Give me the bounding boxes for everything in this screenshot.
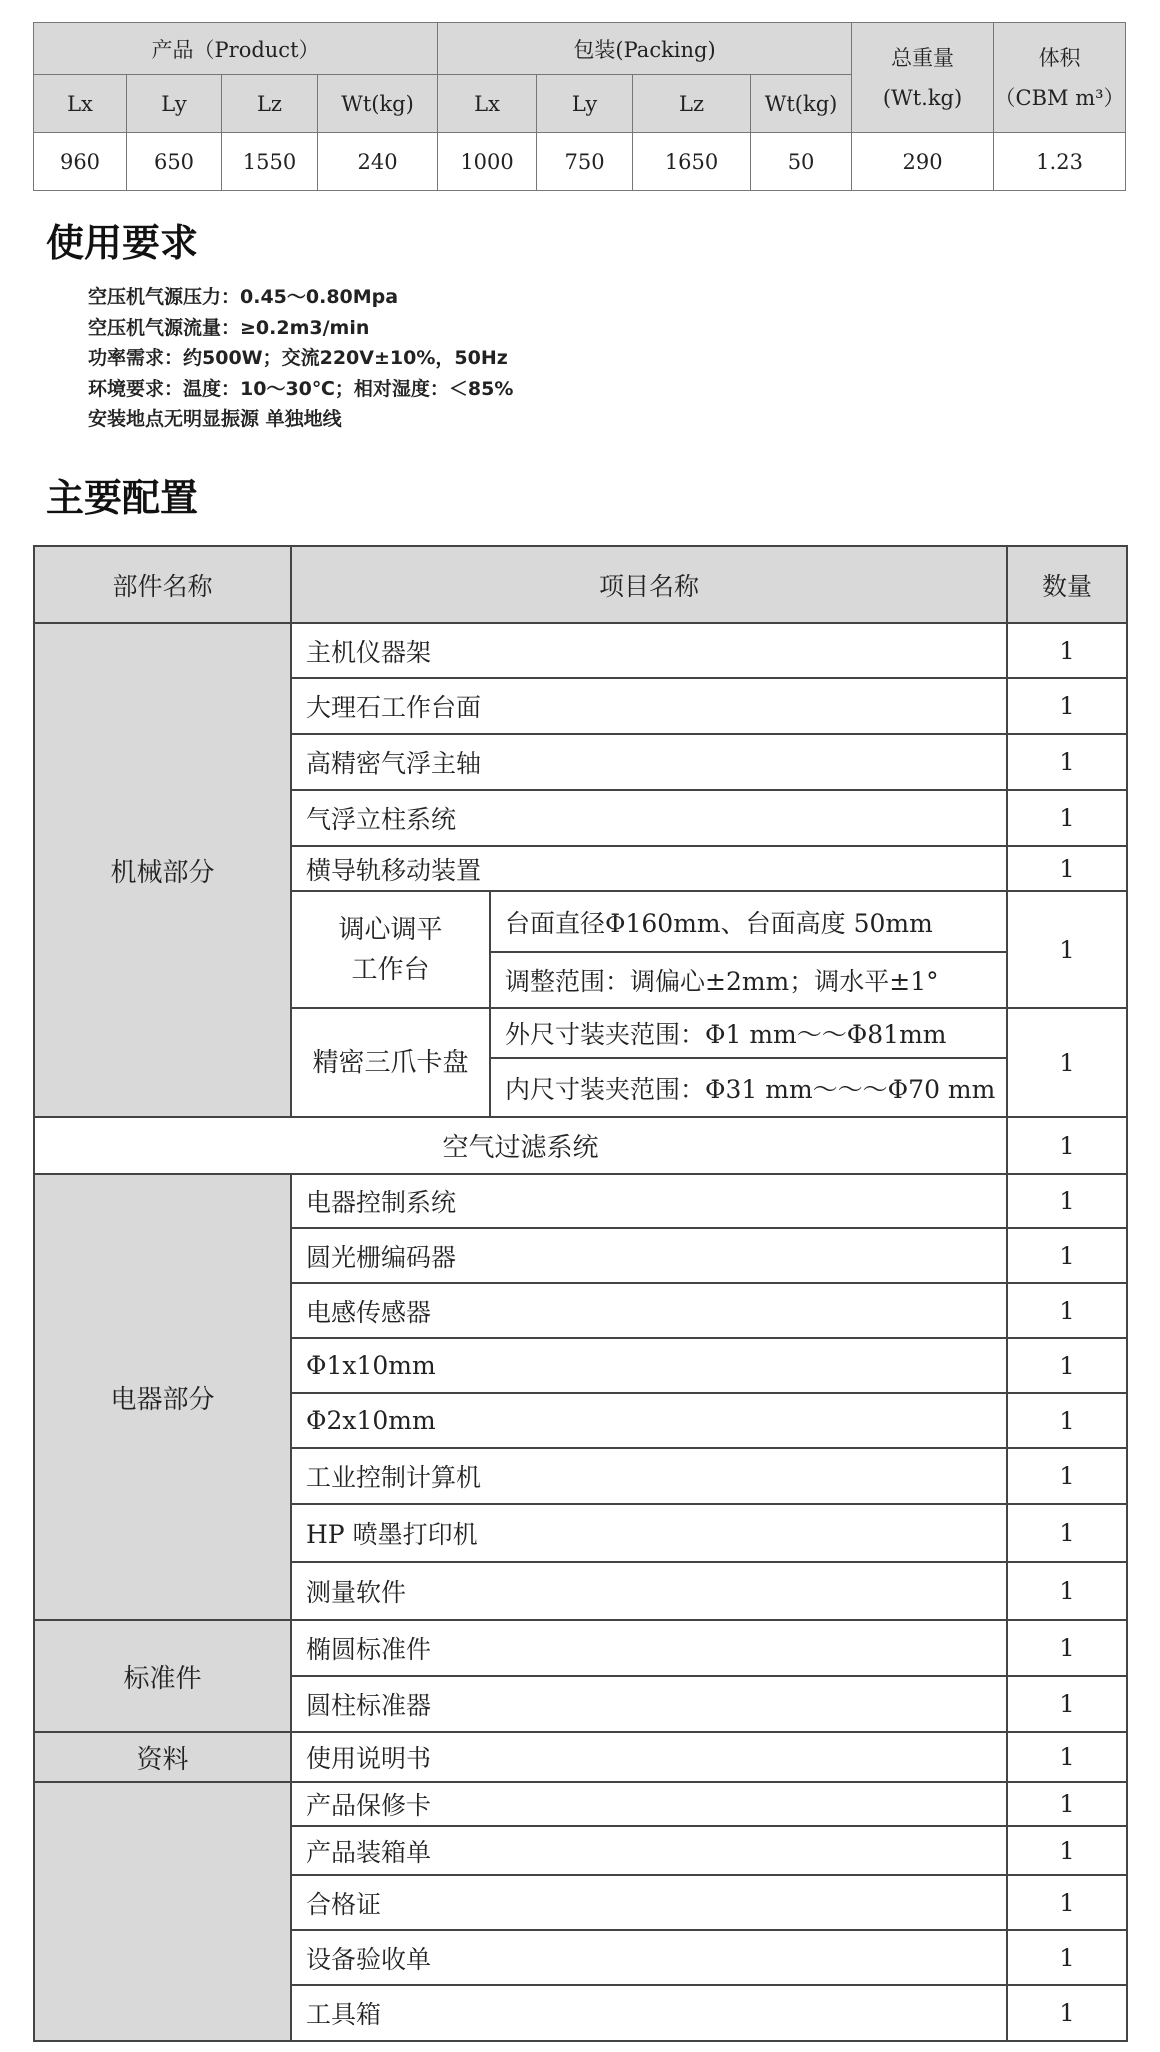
leveling-table-spec-2: 调整范围：调偏心±2mm；调水平±1° (490, 952, 1007, 1008)
category-standards: 标准件 (34, 1620, 291, 1732)
packing-wt-value: 50 (751, 133, 852, 191)
table-row: 设备验收单 (291, 1930, 1007, 1985)
product-header: 产品（Product） (34, 23, 438, 75)
requirements-list (88, 282, 513, 435)
quantity-cell: 1 (1007, 623, 1127, 678)
category-misc (34, 1782, 291, 2041)
quantity-cell: 1 (1007, 1338, 1127, 1393)
config-table (33, 545, 1128, 2042)
requirement-installation: 安装地点无明显振源 单独地线 (88, 408, 342, 430)
gross-weight-unit: (Wt.kg) (882, 85, 963, 110)
leveling-table-spec-1: 台面直径Φ160mm、台面高度 50mm (490, 891, 1007, 952)
quantity-cell: 1 (1007, 1393, 1127, 1448)
table-row: 产品保修卡 (291, 1782, 1007, 1826)
table-row: 圆柱标准器 (291, 1676, 1007, 1732)
product-wt-value: 240 (318, 133, 438, 191)
table-row: 合格证 (291, 1875, 1007, 1930)
quantity-cell: 1 (1007, 1562, 1127, 1620)
product-lz-header: Lz (222, 75, 318, 133)
volume-value: 1.23 (994, 133, 1126, 191)
packing-lz-header: Lz (633, 75, 751, 133)
table-row: 横导轨移动装置 (291, 846, 1007, 891)
quantity-cell: 1 (1007, 734, 1127, 790)
volume-label: 体积 (1038, 45, 1081, 70)
quantity-cell: 1 (1007, 1826, 1127, 1875)
product-ly-value: 650 (127, 133, 222, 191)
quantity-cell: 1 (1007, 1283, 1127, 1338)
category-mechanical: 机械部分 (34, 623, 291, 1117)
packing-ly-header: Ly (537, 75, 633, 133)
quantity-cell: 1 (1007, 1676, 1127, 1732)
product-lx-header: Lx (34, 75, 127, 133)
table-row: 测量软件 (291, 1562, 1007, 1620)
quantity-cell: 1 (1007, 1875, 1127, 1930)
table-row: 工具箱 (291, 1985, 1007, 2041)
header-part-name: 部件名称 (34, 546, 291, 623)
table-row: 圆光栅编码器 (291, 1228, 1007, 1283)
table-row: 椭圆标准件 (291, 1620, 1007, 1676)
quantity-cell: 1 (1007, 1228, 1127, 1283)
gross-weight-value: 290 (852, 133, 994, 191)
gross-weight-label: 总重量 (891, 45, 955, 70)
table-row: Φ1x10mm (291, 1338, 1007, 1393)
quantity-cell: 1 (1007, 1117, 1127, 1174)
category-electrical: 电器部分 (34, 1174, 291, 1620)
requirements-title: 使用要求 (46, 221, 199, 265)
packing-lz-value: 1650 (633, 133, 751, 191)
packing-header: 包装(Packing) (438, 23, 852, 75)
volume-header (994, 23, 1126, 133)
table-row: Φ2x10mm (291, 1393, 1007, 1448)
quantity-cell: 1 (1007, 1008, 1127, 1117)
quantity-cell: 1 (1007, 1174, 1127, 1228)
leveling-table-name-line2: 工作台 (351, 954, 430, 985)
table-row: 电感传感器 (291, 1283, 1007, 1338)
table-row: 气浮立柱系统 (291, 790, 1007, 846)
table-row: 高精密气浮主轴 (291, 734, 1007, 790)
requirement-air-flow: 空压机气源流量：≥0.2m3/min (88, 316, 370, 339)
packing-spec-table (33, 22, 1126, 191)
quantity-cell: 1 (1007, 1930, 1127, 1985)
leveling-table-name (291, 891, 490, 1008)
packing-ly-value: 750 (537, 133, 633, 191)
product-wt-header: Wt(kg) (318, 75, 438, 133)
gross-weight-header (852, 23, 994, 133)
quantity-cell: 1 (1007, 1620, 1127, 1676)
header-quantity: 数量 (1007, 546, 1127, 623)
packing-lx-header: Lx (438, 75, 537, 133)
requirement-air-pressure: 空压机气源压力：0.45～0.80Mpa (88, 286, 399, 308)
quantity-cell: 1 (1007, 1782, 1127, 1826)
product-lz-value: 1550 (222, 133, 318, 191)
category-documents: 资料 (34, 1732, 291, 1782)
table-row: 使用说明书 (291, 1732, 1007, 1782)
quantity-cell: 1 (1007, 678, 1127, 734)
config-title: 主要配置 (46, 476, 199, 520)
table-row: 大理石工作台面 (291, 678, 1007, 734)
quantity-cell: 1 (1007, 846, 1127, 891)
chuck-name: 精密三爪卡盘 (291, 1008, 490, 1117)
quantity-cell: 1 (1007, 1985, 1127, 2041)
leveling-table-name-line1: 调心调平 (338, 914, 443, 945)
requirement-power: 功率需求：约500W；交流220V±10%，50Hz (88, 347, 508, 369)
air-filter-row: 空气过滤系统 (34, 1117, 1007, 1174)
product-lx-value: 960 (34, 133, 127, 191)
quantity-cell: 1 (1007, 1504, 1127, 1562)
table-row: 产品装箱单 (291, 1826, 1007, 1875)
table-row: HP 喷墨打印机 (291, 1504, 1007, 1562)
packing-wt-header: Wt(kg) (751, 75, 852, 133)
quantity-cell: 1 (1007, 1448, 1127, 1504)
volume-unit: （CBM m³） (994, 85, 1125, 110)
requirement-environment: 环境要求：温度：10～30℃；相对湿度：＜85% (88, 377, 514, 400)
chuck-spec-inner: 内尺寸装夹范围：Φ31 mm～～～Φ70 mm (490, 1058, 1007, 1117)
quantity-cell: 1 (1007, 891, 1127, 1008)
table-row: 电器控制系统 (291, 1174, 1007, 1228)
quantity-cell: 1 (1007, 1732, 1127, 1782)
table-row: 工业控制计算机 (291, 1448, 1007, 1504)
packing-lx-value: 1000 (438, 133, 537, 191)
chuck-spec-outer: 外尺寸装夹范围：Φ1 mm～～Φ81mm (490, 1008, 1007, 1058)
header-item-name: 项目名称 (291, 546, 1007, 623)
table-row: 主机仪器架 (291, 623, 1007, 678)
product-ly-header: Ly (127, 75, 222, 133)
quantity-cell: 1 (1007, 790, 1127, 846)
